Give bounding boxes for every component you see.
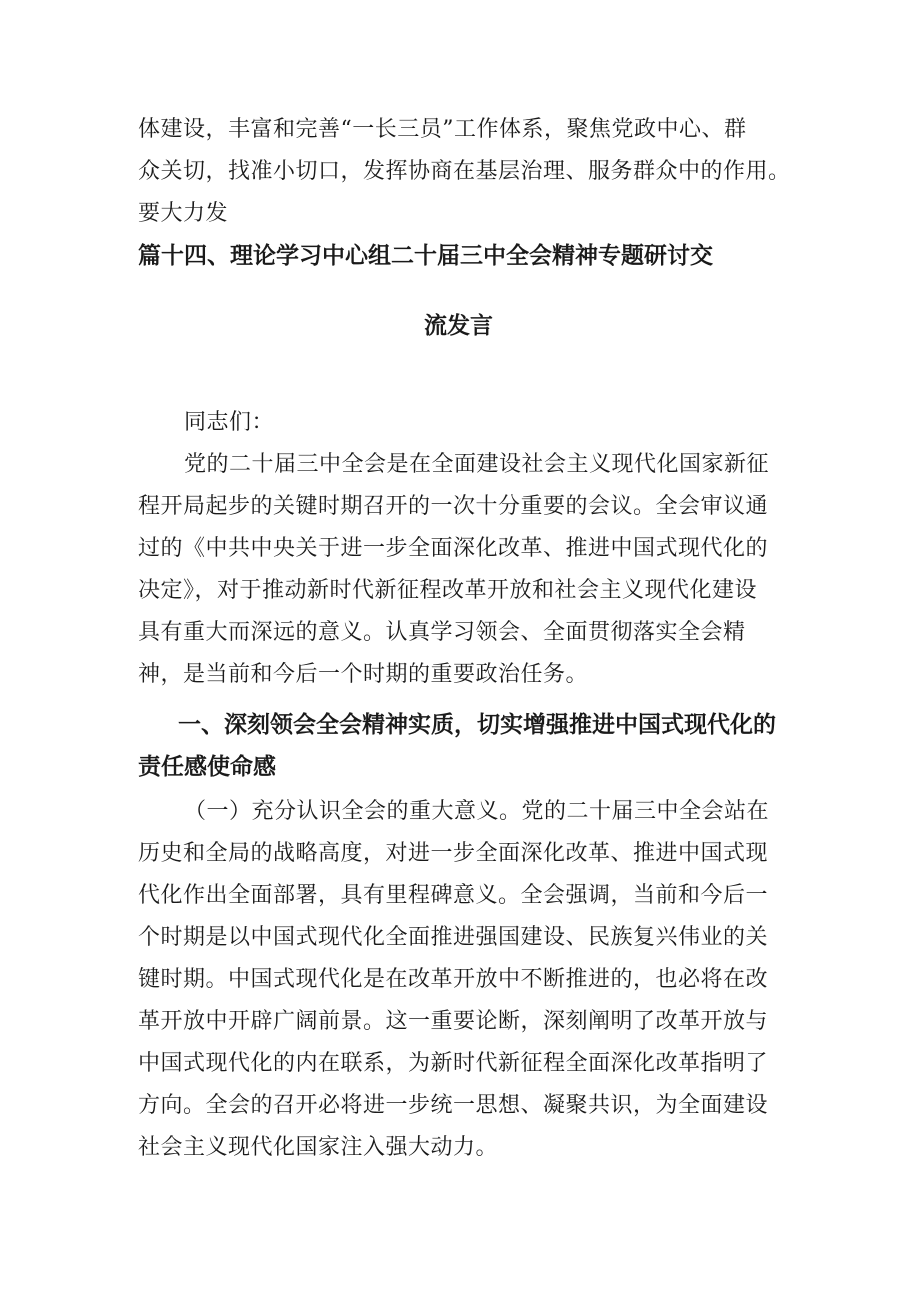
section-heading: 一、深刻领会全会精神实质，切实增强推进中国式现代化的 [178, 712, 776, 738]
body-line: 键时期。中国式现代化是在改革开放中不断推进的，也必将在改 [138, 967, 769, 992]
body-line: 社会主义现代化国家注入强大动力。 [138, 1135, 499, 1160]
body-line: （一）充分认识全会的重大意义。党的二十届三中全会站在 [184, 799, 770, 824]
section-heading: 责任感使命感 [138, 754, 276, 780]
carryover-line: 要大力发 [138, 201, 229, 226]
body-line: 方向。全会的召开必将进一步统一思想、凝聚共识，为全面建设 [138, 1093, 769, 1118]
intro-line: 决定》，对于推动新时代新征程改革开放和社会主义现代化建设 [138, 578, 758, 603]
intro-line: 具有重大而深远的意义。认真学习领会、全面贯彻落实全会精 [138, 620, 746, 645]
body-line: 革开放中开辟广阔前景。这一重要论断，深刻阐明了改革开放与 [138, 1009, 769, 1034]
article-title-continued: 流发言 [424, 313, 493, 339]
intro-line: 程开局起步的关键时期召开的一次十分重要的会议。全会审议通 [138, 494, 769, 519]
carryover-line: 体建设，丰富和完善“一长三员”工作体系，聚焦党政中心、群 [138, 117, 747, 142]
body-line: 代化作出全面部署，具有里程碑意义。全会强调，当前和今后一 [138, 883, 769, 908]
intro-line: 神，是当前和今后一个时期的重要政治任务。 [138, 662, 589, 687]
body-line: 个时期是以中国式现代化全面推进强国建设、民族复兴伟业的关 [138, 925, 769, 950]
salutation: 同志们： [184, 410, 275, 435]
intro-line: 过的《中共中央关于进一步全面深化改革、推进中国式现代化的 [138, 536, 769, 561]
body-line: 历史和全局的战略高度，对进一步全面深化改革、推进中国式现 [138, 841, 769, 866]
article-title: 篇十四、理论学习中心组二十届三中全会精神专题研讨交 [138, 243, 713, 269]
intro-line: 党的二十届三中全会是在全面建设社会主义现代化国家新征 [184, 452, 770, 477]
body-line: 中国式现代化的内在联系，为新时代新征程全面深化改革指明了 [138, 1051, 769, 1076]
carryover-line: 众关切，找准小切口，发挥协商在基层治理、服务群众中的作用。 [138, 159, 791, 184]
